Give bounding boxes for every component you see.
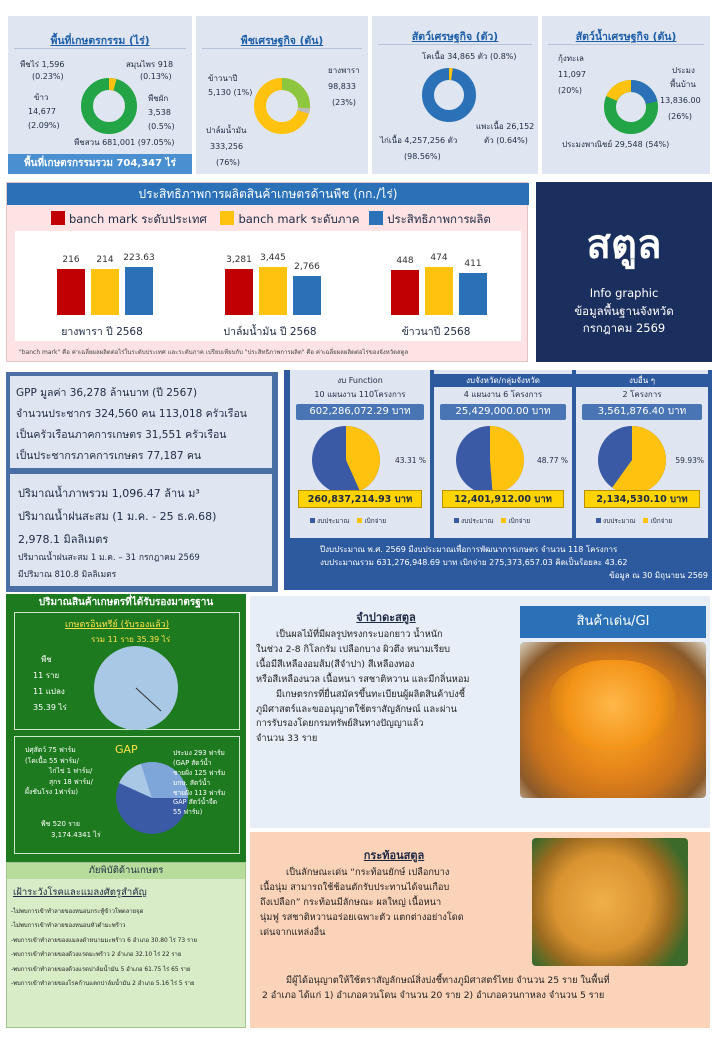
agri-land-total: พื้นที่เกษตรกรรมรวม 704,347 ไร่ — [8, 154, 192, 174]
aquatic-label: ประมงพาณิชย์ 29,548 (54%) — [562, 140, 670, 149]
livestock-label: ตัว (0.64%) — [484, 136, 528, 145]
divider — [202, 48, 362, 49]
gap-fishery-line: 55 ฟาร์ม) — [173, 808, 203, 817]
budget-percent: 48.77 % — [537, 456, 568, 465]
bar-national — [391, 270, 419, 315]
efficiency-title: ประสิทธิภาพการผลิตสินค้าเกษตรด้านพืช (กก./ไร่) — [7, 183, 529, 205]
province-sub3: กรกฎาคม 2569 — [582, 321, 666, 335]
budget-legend — [310, 516, 386, 526]
budget-total: 25,429,000.00 บาท — [440, 404, 566, 420]
gap-fishery-line: ชายฝั่ง 125 ฟาร์ม — [173, 768, 226, 777]
aquatic-label: 13,836.00 — [660, 96, 701, 105]
legend-budget: งบประมาณ — [603, 517, 636, 525]
budget-column — [434, 370, 572, 538]
gap-crops — [41, 819, 101, 841]
aquatic-card — [542, 16, 710, 174]
gap-fishery — [173, 749, 225, 818]
organic-label: พืช — [41, 655, 52, 664]
aquatic-label: ประมง — [672, 66, 695, 75]
bar-regional — [425, 267, 453, 315]
efficiency-legend — [51, 211, 491, 229]
agri-land-title: พื้นที่เกษตรกรรม (ไร่) — [50, 35, 150, 47]
disaster-item: -ไม่พบการเข้าทำลายของหนอนหัวดำมะพร้าว — [11, 923, 126, 930]
efficiency-section — [6, 182, 528, 362]
agri-label: สมุนไพร 918 — [126, 60, 174, 69]
champedak-line: เนื้อมีสีเหลืองอมส้ม(สีจำปา) สีเหลืองทอง — [256, 658, 415, 670]
bar-value-label: 214 — [96, 255, 114, 265]
legend-budget: งบประมาณ — [461, 517, 494, 525]
santol-line: เนื้อนุ่ม สามารถใช้ช้อนตักรับประทานได้จนเกือบ — [260, 881, 450, 893]
livestock-label: (98.56%) — [404, 152, 441, 161]
organic-label: 11 แปลง — [33, 687, 65, 696]
santol-line: เป็นลักษณะเด่น “กระท้อนยักษ์ เปลือกบาง — [286, 867, 450, 878]
bar-area-rubber — [45, 245, 165, 315]
water-rain-ytd-value: มีปริมาณ 810.8 มิลลิเมตร — [18, 570, 117, 580]
bar-value-label: 2,766 — [294, 262, 320, 272]
bar-value-label: 448 — [396, 256, 414, 266]
budget-pie — [596, 424, 668, 496]
disaster-list — [11, 905, 197, 992]
econ-crops-card — [196, 16, 368, 174]
bar-regional — [259, 267, 287, 315]
bar-value-label: 216 — [62, 255, 80, 265]
agri-label: พืชผัก — [148, 94, 169, 103]
aquatic-title: สัตว์น้ำเศรษฐกิจ (ตัน) — [575, 31, 677, 43]
crops-label: 333,256 — [210, 142, 244, 151]
santol-line: มีผู้ได้อนุญาตให้ใช้ตราสัญลักษณ์สิ่งบ่งชี้ทางภูมิศาสตร์ไทย จำนวน 25 ราย ในพื้นที่ — [286, 975, 610, 986]
bar-area-palm — [213, 245, 333, 315]
bar-value-label: 3,445 — [260, 253, 286, 263]
econ-crops-title: พืชเศรษฐกิจ (ตัน) — [240, 35, 324, 47]
legend-budget: งบประมาณ — [317, 517, 350, 525]
budget-subheading: 2 โครงการ — [622, 390, 662, 399]
agri-land-donut — [79, 76, 139, 136]
crops-label: ปาล์มน้ำมัน — [206, 126, 247, 135]
gap-box — [14, 736, 240, 854]
gap-crops-line: พืช 520 ราย — [41, 820, 80, 828]
gap-crops-line: 3,174.4341 ไร่ — [51, 831, 101, 840]
legend-swatch-efficiency — [369, 211, 383, 225]
divider — [378, 44, 532, 45]
budget-percent: 43.31 % — [395, 456, 426, 465]
livestock-label: โคเนื้อ 34,865 ตัว (0.8%) — [422, 52, 517, 61]
disaster-item: -ไม่พบการเข้าทำลายของหนอนกระทู้ข้าวโพดลายจุด — [11, 909, 144, 915]
budget-legend — [454, 516, 530, 526]
budget-summary-3: ข้อมูล ณ 30 มิถุนายน 2569 — [609, 570, 708, 580]
bar-value-label: 223.63 — [123, 253, 155, 263]
champedak-line: ในช่วง 2-8 กิโลกรัม เปลือกบาง ผิวตึง หนามเรียบ — [256, 643, 450, 655]
santol-text — [260, 866, 530, 941]
agri-label: พืชสวน 681,001 (97.05%) — [74, 138, 175, 147]
stat-agri-population: เป็นประชากรภาคการเกษตร 77,187 คน — [16, 450, 202, 462]
stats-box — [10, 376, 272, 468]
aquatic-label: พื้นบ้าน — [670, 80, 696, 89]
aquatic-donut — [602, 78, 660, 136]
budget-spent: 260,837,214.93 บาท — [298, 490, 422, 508]
livestock-card — [372, 16, 538, 174]
bar-value-label: 474 — [430, 253, 448, 263]
aquatic-label: (26%) — [668, 112, 693, 121]
budget-spent: 12,401,912.00 บาท — [442, 490, 564, 508]
stat-agri-households: เป็นครัวเรือนภาคการเกษตร 31,551 ครัวเรือน — [16, 429, 227, 441]
bar-regional — [91, 269, 119, 315]
divider — [14, 48, 186, 49]
province-name: สตูล — [586, 222, 662, 268]
agri-label: (0.13%) — [140, 72, 172, 81]
pie-slice-spent — [490, 426, 524, 494]
divider — [548, 44, 704, 45]
legend-swatch-regional — [220, 211, 234, 225]
bar-national — [57, 269, 85, 315]
santol-line: ถึงเปลือก” กระท้อนมีลักษณะ ผลใหญ่ เนื้อหนา — [260, 896, 442, 908]
budget-heading: งบ Function — [337, 376, 383, 385]
water-rain-label: ปริมาณน้ำฝนสะสม (1 ม.ค. - 25 ธ.ค.68) — [18, 510, 217, 523]
province-box — [536, 182, 712, 362]
legend-regional: banch mark ระดับภาค — [238, 212, 360, 226]
champedak-image — [520, 642, 706, 798]
crops-label: ข้าวนาปี — [208, 74, 238, 83]
econ-crops-donut — [252, 76, 312, 136]
gap-livestock-line: ปศุสัตว์ 75 ฟาร์ม — [25, 746, 76, 754]
agri-label: ข้าว — [34, 93, 49, 102]
crops-label: 5,130 (1%) — [208, 88, 253, 97]
legend-spent: เบิกจ่าย — [364, 517, 387, 525]
budget-pie — [310, 424, 382, 496]
champedak-line: ภูมิศาสตร์และขออนุญาตใช้ตราสัญลักษณ์ และผ่าน — [256, 703, 457, 715]
disaster-section — [6, 862, 246, 1028]
budget-column — [290, 370, 430, 538]
champedak-line: จำนวน 33 ราย — [256, 733, 318, 745]
budget-subheading: 10 แผนงาน 110โครงการ — [314, 390, 406, 399]
bar-group — [189, 231, 349, 341]
agri-label: 3,538 — [148, 108, 171, 117]
province-sub1: Info graphic — [589, 286, 659, 300]
standards-title: ปริมาณสินค้าเกษตรที่ได้รับรองมาตรฐาน — [38, 597, 214, 608]
gap-livestock-line: ไก่ไข่ 1 ฟาร์ม/ — [49, 767, 93, 776]
water-total: ปริมาณน้ำภาพรวม 1,096.47 ล้าน ม³ — [18, 487, 200, 500]
legend-efficiency: ประสิทธิภาพการผลิต — [387, 212, 491, 226]
agri-land-card — [8, 16, 192, 174]
stat-population: จำนวนประชากร 324,560 คน 113,018 ครัวเรือน — [16, 408, 247, 420]
bar-value-label: 3,281 — [226, 255, 252, 265]
budget-pie — [454, 424, 526, 496]
group-label-palm: ปาล์มน้ำมัน ปี 2568 — [223, 326, 317, 338]
bar-national — [225, 269, 253, 315]
group-label-rice: ข้าวนาปี 2568 — [401, 326, 471, 338]
gap-livestock-line: สุกร 18 ฟาร์ม/ — [49, 777, 93, 786]
santol-image — [532, 838, 688, 966]
organic-total: รวม 11 ราย 35.39 ไร่ — [91, 635, 171, 644]
gap-livestock — [25, 745, 93, 798]
organic-title: เกษตรอินทรีย์ (รับรองแล้ว) — [65, 620, 170, 630]
gap-fishery-line: มกษ. สัตว์น้ำ — [173, 778, 211, 787]
livestock-donut — [420, 66, 478, 124]
legend-spent: เบิกจ่าย — [650, 517, 673, 525]
crops-label: 98,833 — [328, 82, 356, 91]
champedak-line: หรือสีเหลืองนวล เนื้อหนา รสชาติหวาน และมีกลิ่นหอม — [256, 673, 470, 685]
budget-column — [576, 370, 708, 538]
group-label-rubber: ยางพารา ปี 2568 — [61, 326, 143, 338]
santol-title: กระท้อนสตูล — [363, 849, 425, 862]
champedak-line: การรับรองโดยกรมทรัพย์สินทางปัญญาแล้ว — [256, 718, 424, 730]
budget-subheading: 4 แผนงาน 6 โครงการ — [463, 390, 543, 399]
budget-heading: งบจังหวัด/กลุ่มจังหวัด — [434, 374, 572, 387]
gap-fishery-line: GAP สัตว์น้ำจืด — [173, 798, 218, 807]
organic-pie — [91, 643, 181, 733]
budget-spent: 2,134,530.10 บาท — [584, 490, 700, 508]
gap-livestock-line: (โคเนื้อ 55 ฟาร์ม/ — [25, 756, 79, 765]
crops-label: (23%) — [332, 98, 357, 107]
bar-area-rice — [379, 245, 499, 315]
legend-swatch-budget — [454, 518, 459, 523]
budget-total: 3,561,876.40 บาท — [582, 404, 702, 420]
gap-fishery-line: ชายฝั่ง 113 ฟาร์ม — [173, 788, 226, 797]
disaster-item: -พบการเข้าทำลายของแมลงดำหนามมะพร้าว 6 อำเภอ 30.80 ไร่ 73 ราย — [11, 937, 197, 944]
bar-group — [21, 231, 181, 341]
bar-value-label: 411 — [464, 259, 482, 269]
livestock-label: แพะเนื้อ 26,152 — [476, 122, 535, 131]
champedak-line: เป็นผลไม้ที่มีผลรูปทรงกระบอกยาว น้ำหนัก — [276, 629, 443, 640]
agri-label: พืชไร่ 1,596 — [20, 60, 65, 69]
legend-swatch-budget — [310, 518, 315, 523]
legend-national: banch mark ระดับประเทศ — [69, 212, 207, 226]
agri-label: (0.23%) — [32, 72, 64, 81]
legend-swatch-budget — [596, 518, 601, 523]
efficiency-plot — [15, 231, 521, 341]
gap-fishery-line: ประมง 293 ฟาร์ม — [173, 749, 225, 757]
aquatic-label: 11,097 — [558, 70, 586, 79]
crops-label: (76%) — [216, 158, 241, 167]
bar-efficiency — [293, 276, 321, 315]
crops-label: ยางพารา — [328, 66, 360, 75]
water-rain-ytd-label: ปริมาณน้ำฝนสะสม 1 ม.ค. – 31 กรกฎาคม 2569 — [18, 553, 200, 563]
agri-label: 14,677 — [28, 107, 56, 116]
organic-label: 11 ราย — [33, 671, 60, 680]
organic-box — [14, 612, 240, 730]
legend-swatch-spent — [501, 518, 506, 523]
water-rain-value: 2,978.1 มิลลิเมตร — [18, 533, 109, 546]
bar-efficiency — [125, 267, 153, 315]
legend-swatch-national — [51, 211, 65, 225]
fruit-shape — [550, 660, 676, 750]
gap-livestock-line: ผึ้งชันโรง 1ฟาร์ม) — [25, 788, 79, 797]
aquatic-label: (20%) — [558, 86, 583, 95]
budget-legend — [596, 516, 672, 526]
bar-efficiency — [459, 273, 487, 315]
disaster-item: -พบการเข้าทำลายของด้วงแรดมะพร้าว 2 อำเภอ 32.10 ไร่ 22 ราย — [11, 952, 182, 959]
budget-heading: งบอื่น ๆ — [576, 374, 708, 387]
agri-label: (2.09%) — [28, 121, 60, 130]
santol-licensees — [262, 974, 706, 1004]
legend-swatch-spent — [357, 518, 362, 523]
gi-badge: สินค้าเด่น/GI — [520, 606, 706, 638]
legend-spent: เบิกจ่าย — [508, 517, 531, 525]
aquatic-label: กุ้งทะเล — [558, 54, 584, 63]
disaster-subtitle: เฝ้าระวังโรคและแมลงศัตรูสำคัญ — [13, 887, 147, 898]
agri-label: (0.5%) — [148, 122, 175, 131]
budget-summary — [290, 544, 708, 582]
water-box — [10, 474, 272, 586]
bar-group — [355, 231, 515, 341]
livestock-label: ไก่เนื้อ 4,257,256 ตัว — [380, 136, 458, 145]
gap-fishery-line: (GAP สัตว์น้ำ — [173, 758, 212, 767]
champedak-title: จำปาดะสตูล — [356, 611, 416, 624]
livestock-title: สัตว์เศรษฐกิจ (ตัว) — [411, 31, 499, 43]
santol-line: เด่นจากแหล่งอื่น — [260, 926, 326, 938]
gap-title: GAP — [115, 743, 138, 756]
budget-summary-1: ปีงบประมาณ พ.ศ. 2569 มีงบประมาณเพื่อการพัฒนาการเกษตร จำนวน 118 โครงการ — [320, 545, 618, 554]
santol-line: นุ่มฟู รสชาติหวานอร่อยเฉพาะตัว แตกต่างอย่างโดด — [260, 911, 464, 923]
disaster-title: ภัยพิบัติด้านเกษตร — [7, 863, 245, 879]
budget-summary-2: งบประมาณรวม 631,276,948.69 บาท เบิกจ่าย 275,373,657.03 คิดเป็นร้อยละ 43.62 — [320, 557, 628, 567]
stat-gpp: GPP มูลค่า 36,278 ล้านบาท (ปี 2567) — [16, 387, 198, 399]
budget-percent: 59.93% — [675, 456, 704, 465]
organic-label: 35.39 ไร่ — [33, 703, 67, 712]
legend-swatch-spent — [643, 518, 648, 523]
santol-line: 2 อำเภอ ได้แก่ 1) อำเภอควนโดน จำนวน 20 ราย 2) อำเภอควนกาหลง จำนวน 5 ราย — [262, 989, 605, 1001]
budget-total: 602,286,072.29 บาท — [296, 404, 424, 420]
disaster-item: -พบการเข้าทำลายของด้วงแรดปาล์มน้ำมัน 5 อำเภอ 61.75 ไร่ 65 ราย — [11, 966, 191, 973]
efficiency-note: "banch mark" คือ ค่าเฉลี่ยผลผลิตต่อไร่ในระดับประเทศ และระดับภาค เปรียบเทียบกับ "ประสิทธิภาพการผลิต" คือ ค่าเฉลี่ยผลผลิตต่อไร่ของจังหวัดสตูล — [19, 349, 409, 356]
province-sub2: ข้อมูลพื้นฐานจังหวัด — [574, 304, 674, 318]
champedak-line: มีเกษตรกรที่ยื่นสมัครขึ้นทะเบียนผู้ผลิตสินค้าบ่งชี้ — [276, 688, 465, 700]
disaster-item: -พบการเข้าทำลายของโรคก้านแตกปาล์มน้ำมัน 2 อำเภอ 5.16 ไร่ 5 ราย — [11, 981, 195, 988]
champedak-text — [256, 628, 518, 747]
